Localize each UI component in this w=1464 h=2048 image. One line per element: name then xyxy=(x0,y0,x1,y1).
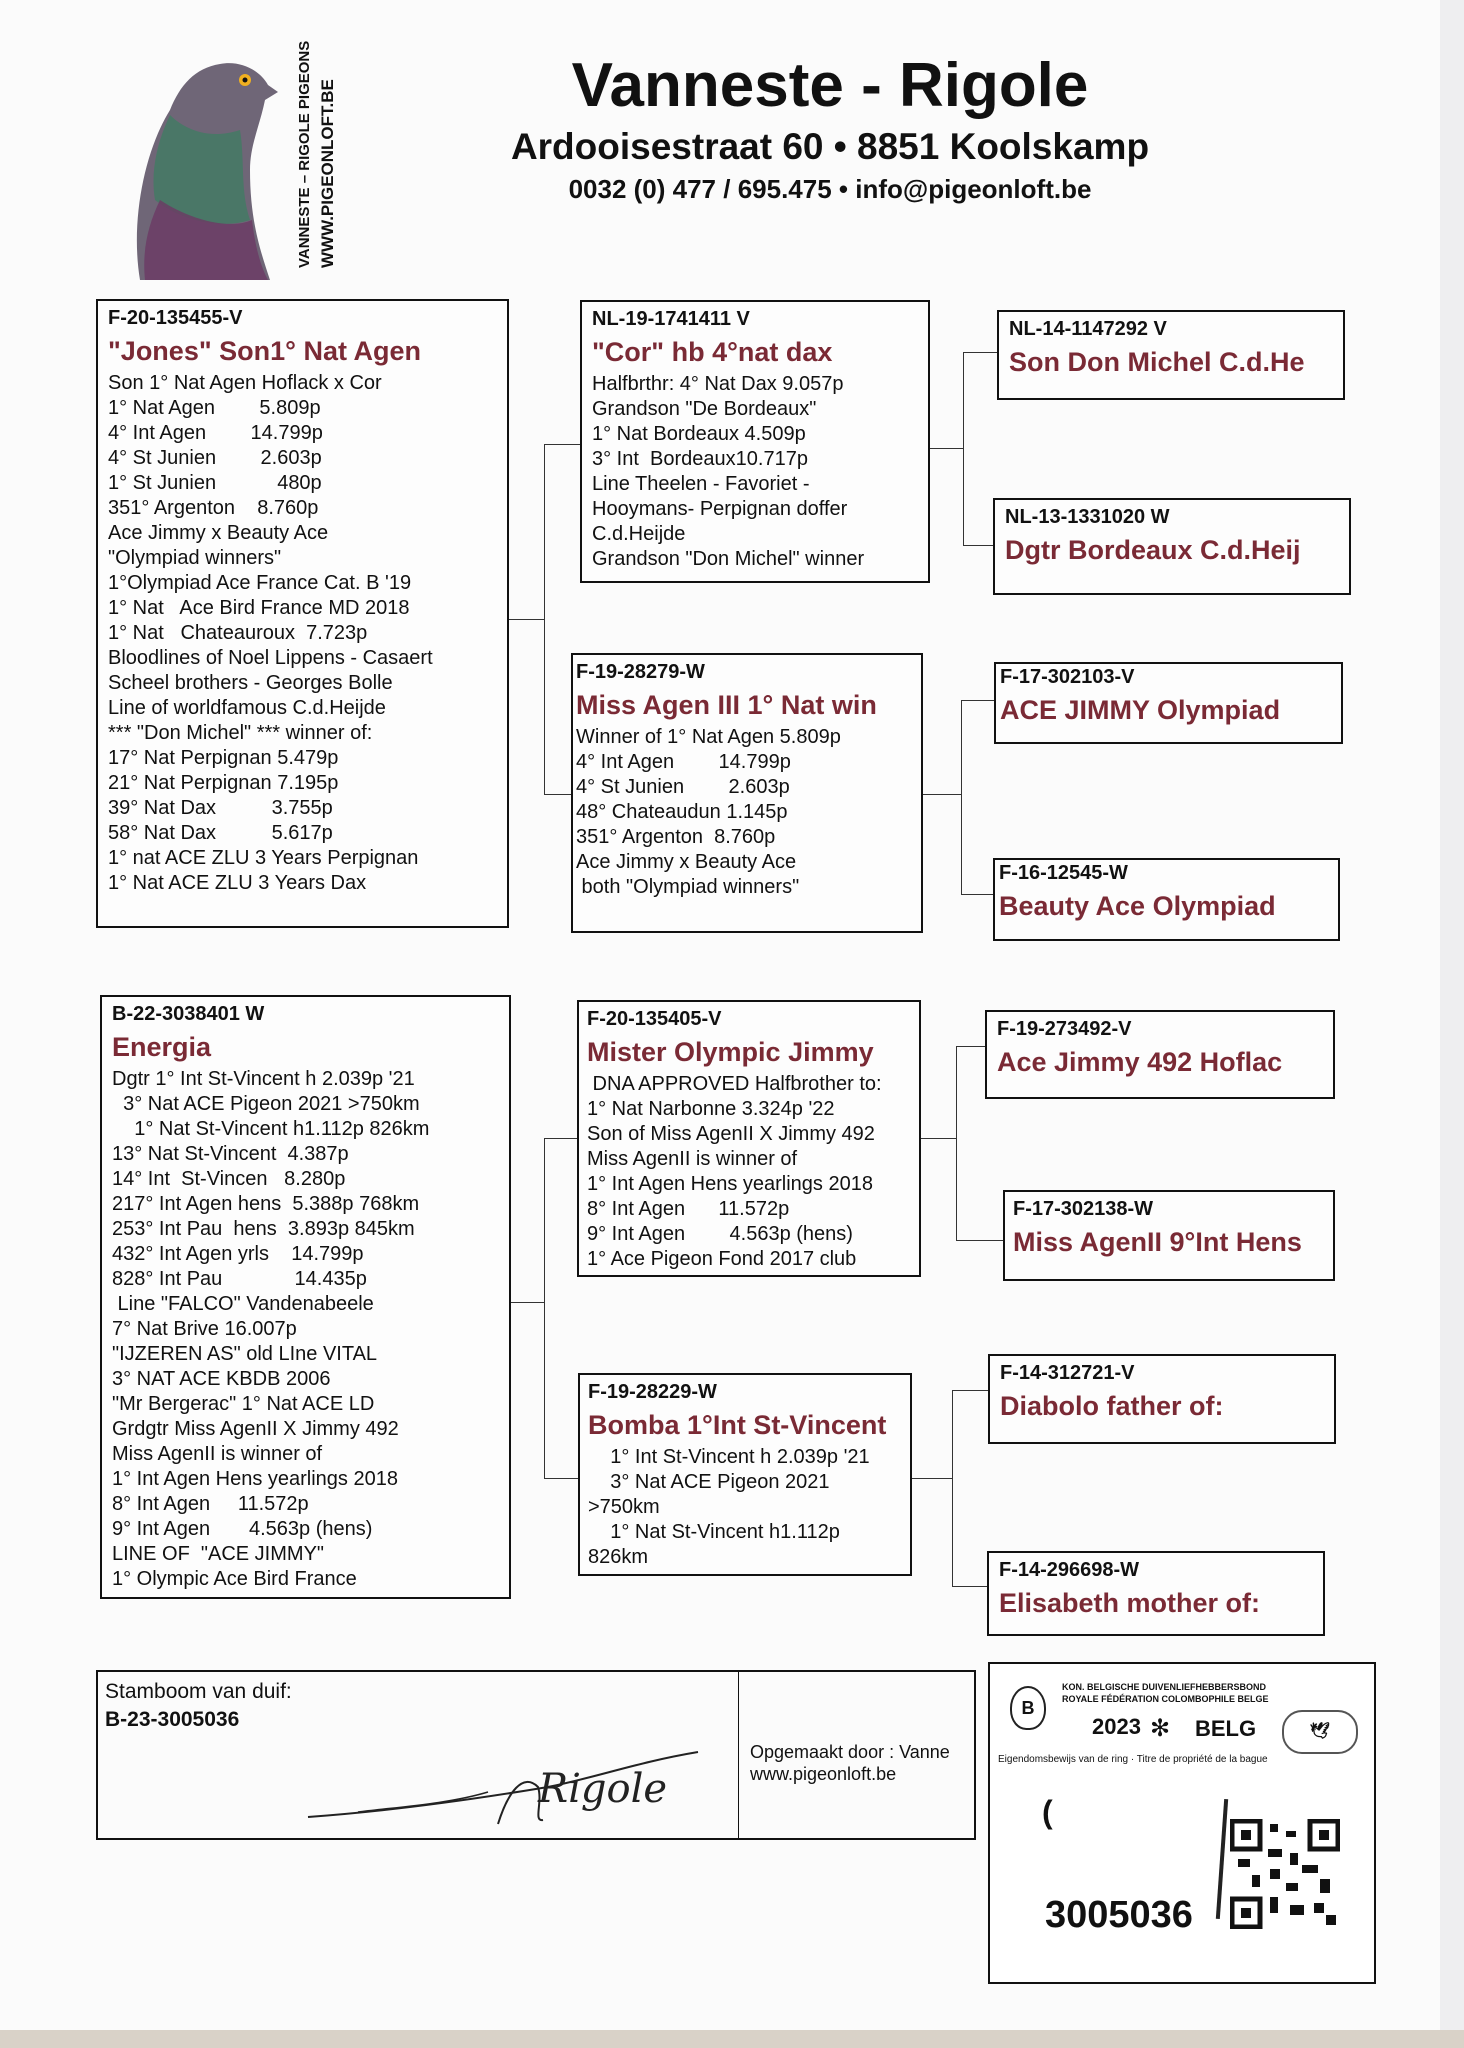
dd-line: 1° Nat St-Vincent h1.112p xyxy=(588,1521,840,1543)
ssd-name: Dgtr Bordeaux C.d.Heij xyxy=(1005,535,1301,565)
logo-vertical-text-2: WWW.PIGEONLOFT.BE xyxy=(318,79,337,268)
pigeon-icon: 🕊 xyxy=(1282,1710,1358,1754)
sss-box xyxy=(997,310,1345,400)
sds-ring: F-17-302103-V xyxy=(1000,666,1135,688)
dam-sire-name: Mister Olympic Jimmy xyxy=(587,1037,874,1067)
sire-dam-box xyxy=(571,653,923,933)
sire-box xyxy=(96,299,509,928)
connector-sire-top xyxy=(544,444,580,445)
handwritten-stroke xyxy=(1216,1799,1228,1919)
qr-code-icon xyxy=(1230,1819,1340,1929)
dd-line: 1° Int St-Vincent h 2.039p '21 xyxy=(588,1446,870,1468)
cert-country: BELG xyxy=(1195,1716,1257,1741)
ds-line: 1° Nat Narbonne 3.324p '22 xyxy=(587,1098,835,1120)
dam-line: 7° Nat Brive 16.007p xyxy=(112,1318,297,1340)
dds-ring: F-14-312721-V xyxy=(1000,1362,1135,1384)
sire-line: *** "Don Michel" *** winner of: xyxy=(108,722,373,744)
ss-line: Line Theelen - Favoriet - xyxy=(592,473,810,495)
dd-line: 826km xyxy=(588,1546,649,1568)
sdd-ring: F-16-12545-W xyxy=(999,862,1128,884)
sdd-box xyxy=(993,858,1340,941)
dam-line: 14° Int St-Vincen 8.280p xyxy=(112,1168,346,1190)
sire-line: 17° Nat Perpignan 5.479p xyxy=(108,747,339,769)
ss-line: 3° Int Bordeaux10.717p xyxy=(592,448,808,470)
ddd-box xyxy=(987,1551,1325,1636)
sire-line: 4° Int Agen 14.799p xyxy=(108,422,323,444)
ownership-text: Eigendomsbewijs van de ring · Titre de propriété de la bague xyxy=(998,1754,1268,1765)
ssd-ring: NL-13-1331020 W xyxy=(1005,506,1170,528)
ds-line: Son of Miss AgenII X Jimmy 492 xyxy=(587,1123,875,1145)
dam-line: 9° Int Agen 4.563p (hens) xyxy=(112,1518,373,1540)
breeder-contact: 0032 (0) 477 / 695.475 • info@pigeonloft.be xyxy=(568,174,1092,204)
dam-line: 3° NAT ACE KBDB 2006 xyxy=(112,1368,331,1390)
connector-dd-bottom xyxy=(952,1586,987,1587)
ss-line: C.d.Heijde xyxy=(592,523,686,545)
org-name-fr: ROYALE FÉDÉRATION COLOMBOPHILE BELGE xyxy=(1062,1694,1269,1704)
sire-line: 1°Olympiad Ace France Cat. B '19 xyxy=(108,572,412,594)
dsd-box xyxy=(1003,1190,1335,1281)
sdd-name: Beauty Ace Olympiad xyxy=(999,891,1276,921)
federation-crest-icon: B xyxy=(1010,1686,1046,1730)
breeder-address: Ardooisestraat 60 • 8851 Koolskamp xyxy=(510,126,1150,167)
dam-line: "IJZEREN AS" old LIne VITAL xyxy=(112,1343,378,1365)
sss-name: Son Don Michel C.d.He xyxy=(1009,347,1305,377)
dam-line: 3° Nat ACE Pigeon 2021 >750km xyxy=(112,1093,420,1115)
cert-ring-number: 3005036 xyxy=(1045,1894,1193,1936)
connector-ss-h xyxy=(930,448,963,449)
sire-sire-description xyxy=(592,372,918,572)
stamboom-ring: B-23-3005036 xyxy=(105,1708,240,1731)
connector-ss-top xyxy=(963,352,997,353)
ds-line: DNA APPROVED Halfbrother to: xyxy=(587,1073,882,1095)
ds-line: 8° Int Agen 11.572p xyxy=(587,1198,790,1220)
connector-sire-h xyxy=(509,619,544,620)
dss-name: Ace Jimmy 492 Hoflac xyxy=(997,1047,1283,1077)
connector-ds-h xyxy=(921,1138,956,1139)
dam-sire-box xyxy=(577,1000,921,1277)
sire-line: 1° St Junien 480p xyxy=(108,472,322,494)
signature-image xyxy=(298,1732,718,1832)
connector-dam-bottom xyxy=(544,1478,578,1479)
sire-line: 4° St Junien 2.603p xyxy=(108,447,322,469)
sds-name: ACE JIMMY Olympiad xyxy=(1000,695,1281,725)
ddd-name: Elisabeth mother of: xyxy=(999,1588,1261,1618)
sire-ring: F-20-135455-V xyxy=(108,307,243,329)
sd-line: 4° St Junien 2.603p xyxy=(576,776,790,798)
dam-name: Energia xyxy=(112,1032,212,1062)
ss-line: 1° Nat Bordeaux 4.509p xyxy=(592,423,806,445)
cert-year: 2023 xyxy=(1092,1714,1141,1739)
connector-dd-h xyxy=(912,1478,952,1479)
connector-sd xyxy=(961,700,962,894)
dam-line: Dgtr 1° Int St-Vincent h 2.039p '21 xyxy=(112,1068,415,1090)
connector-ds-bottom xyxy=(956,1240,1003,1241)
connector-dd xyxy=(952,1390,953,1586)
dam-box xyxy=(100,995,511,1599)
sire-line: Scheel brothers - Georges Bolle xyxy=(108,672,393,694)
dam-line: 432° Int Agen yrls 14.799p xyxy=(112,1243,364,1265)
sire-line: 39° Nat Dax 3.755p xyxy=(108,797,333,819)
ds-line: 9° Int Agen 4.563p (hens) xyxy=(587,1223,853,1245)
sire-dam-description xyxy=(576,725,911,900)
sire-line: 1° nat ACE ZLU 3 Years Perpignan xyxy=(108,847,419,869)
connector-dam-h xyxy=(511,1302,544,1303)
dam-sire-ring: F-20-135405-V xyxy=(587,1008,722,1030)
sire-description xyxy=(108,371,497,896)
ss-line: Halfbrthr: 4° Nat Dax 9.057p xyxy=(592,373,844,395)
ssd-box xyxy=(993,498,1351,595)
connector-sire xyxy=(544,444,545,794)
made-by-label: Opgemaakt door : Vanne xyxy=(750,1742,950,1762)
sire-line: Son 1° Nat Agen Hoflack x Cor xyxy=(108,372,382,394)
sss-ring: NL-14-1147292 V xyxy=(1009,318,1167,340)
sire-line: 1° Nat Ace Bird France MD 2018 xyxy=(108,597,410,619)
made-by-website: www.pigeonloft.be xyxy=(750,1764,897,1784)
sire-name: "Jones" Son1° Nat Agen xyxy=(108,336,421,366)
sire-line: 351° Argenton 8.760p xyxy=(108,497,319,519)
dsd-name: Miss AgenII 9°Int Hens xyxy=(1013,1227,1302,1257)
footer-box xyxy=(96,1670,976,1840)
sire-line: 1° Nat ACE ZLU 3 Years Dax xyxy=(108,872,367,894)
ds-line: 1° Ace Pigeon Fond 2017 club xyxy=(587,1248,857,1270)
dam-line: "Mr Bergerac" 1° Nat ACE LD xyxy=(112,1393,375,1415)
sire-sire-box xyxy=(580,300,930,583)
connector-dd-top xyxy=(952,1390,988,1391)
dss-ring: F-19-273492-V xyxy=(997,1018,1132,1040)
sire-line: Ace Jimmy x Beauty Ace xyxy=(108,522,329,544)
sire-line: "Olympiad winners" xyxy=(108,547,282,569)
dd-line: >750km xyxy=(588,1496,660,1518)
footer-divider xyxy=(738,1672,739,1838)
dam-line: Line "FALCO" Vandenabeele xyxy=(112,1293,374,1315)
dam-line: 828° Int Pau 14.435p xyxy=(112,1268,367,1290)
signature-text: Rigole xyxy=(538,1766,668,1812)
connector-ss-bottom xyxy=(963,545,993,546)
sire-line: 58° Nat Dax 5.617p xyxy=(108,822,333,844)
sd-line: Winner of 1° Nat Agen 5.809p xyxy=(576,726,841,748)
connector-dam-top xyxy=(544,1138,577,1139)
connector-ds-top xyxy=(956,1046,985,1047)
connector-sd-top xyxy=(961,700,994,701)
dam-line: 1° Olympic Ace Bird France xyxy=(112,1568,357,1590)
dam-line: Grdgtr Miss AgenII X Jimmy 492 xyxy=(112,1418,399,1440)
dsd-ring: F-17-302138-W xyxy=(1013,1198,1154,1220)
ss-line: Hooymans- Perpignan doffer xyxy=(592,498,848,520)
sd-line: both "Olympiad winners" xyxy=(576,876,800,898)
connector-sd-bottom xyxy=(961,894,993,895)
breeder-title: Vanneste - Rigole xyxy=(571,51,1089,120)
dam-line: Miss AgenII is winner of xyxy=(112,1443,323,1465)
pigeon-emblem-icon: ✻ xyxy=(1150,1715,1171,1742)
ss-line: Grandson "De Bordeaux" xyxy=(592,398,817,420)
sire-dam-name: Miss Agen III 1° Nat win xyxy=(576,690,877,720)
sire-sire-name: "Cor" hb 4°nat dax xyxy=(592,337,833,367)
sire-line: 1° Nat Chateauroux 7.723p xyxy=(108,622,368,644)
sire-dam-ring: F-19-28279-W xyxy=(576,661,705,683)
dam-ring: B-22-3038401 W xyxy=(112,1003,265,1025)
dam-line: LINE OF "ACE JIMMY" xyxy=(112,1543,325,1565)
dam-dam-name: Bomba 1°Int St-Vincent xyxy=(588,1410,887,1440)
sds-box xyxy=(994,662,1343,744)
connector-dam xyxy=(544,1138,545,1478)
dss-box xyxy=(985,1010,1335,1099)
dds-name: Diabolo father of: xyxy=(1000,1391,1224,1421)
stamboom-label: Stamboom van duif: xyxy=(105,1680,292,1703)
dam-line: 253° Int Pau hens 3.893p 845km xyxy=(112,1218,415,1240)
dam-line: 8° Int Agen 11.572p xyxy=(112,1493,309,1515)
dam-line: 13° Nat St-Vincent 4.387p xyxy=(112,1143,349,1165)
sire-line: Bloodlines of Noel Lippens - Casaert xyxy=(108,647,433,669)
dd-line: 3° Nat ACE Pigeon 2021 xyxy=(588,1471,830,1493)
dam-description xyxy=(112,1067,499,1592)
ddd-ring: F-14-296698-W xyxy=(999,1559,1140,1581)
dam-sire-description xyxy=(587,1072,909,1272)
sire-line: 21° Nat Perpignan 7.195p xyxy=(108,772,339,794)
sire-sire-ring: NL-19-1741411 V xyxy=(592,308,750,330)
connector-ss xyxy=(963,352,964,545)
dds-box xyxy=(988,1354,1336,1444)
dam-line: 1° Nat St-Vincent h1.112p 826km xyxy=(112,1118,430,1140)
dam-line: 1° Int Agen Hens yearlings 2018 xyxy=(112,1468,398,1490)
pigeon-logo-image xyxy=(100,30,290,280)
dam-dam-description xyxy=(588,1445,900,1570)
org-name-nl: KON. BELGISCHE DUIVENLIEFHEBBERSBOND xyxy=(1062,1682,1267,1692)
connector-sd-h xyxy=(923,794,961,795)
logo-vertical-text-1: VANNESTE – RIGOLE PIGEONS xyxy=(296,40,313,268)
torn-paper-edge xyxy=(0,2030,1464,2048)
sd-line: Ace Jimmy x Beauty Ace xyxy=(576,851,797,873)
connector-sire-bottom xyxy=(544,794,571,795)
sd-line: 4° Int Agen 14.799p xyxy=(576,751,791,773)
sd-line: 48° Chateaudun 1.145p xyxy=(576,801,788,823)
dam-dam-ring: F-19-28229-W xyxy=(588,1381,717,1403)
ring-certificate xyxy=(988,1662,1376,1984)
sd-line: 351° Argenton 8.760p xyxy=(576,826,776,848)
dam-dam-box xyxy=(578,1373,912,1576)
ss-line: Grandson "Don Michel" winner xyxy=(592,548,865,570)
ds-line: Miss AgenII is winner of xyxy=(587,1148,798,1170)
sire-line: Line of worldfamous C.d.Heijde xyxy=(108,697,386,719)
dam-line: 217° Int Agen hens 5.388p 768km xyxy=(112,1193,420,1215)
connector-ds xyxy=(956,1046,957,1240)
bracket-mark-icon: ( xyxy=(1042,1794,1053,1830)
sire-line: 1° Nat Agen 5.809p xyxy=(108,397,321,419)
ds-line: 1° Int Agen Hens yearlings 2018 xyxy=(587,1173,873,1195)
